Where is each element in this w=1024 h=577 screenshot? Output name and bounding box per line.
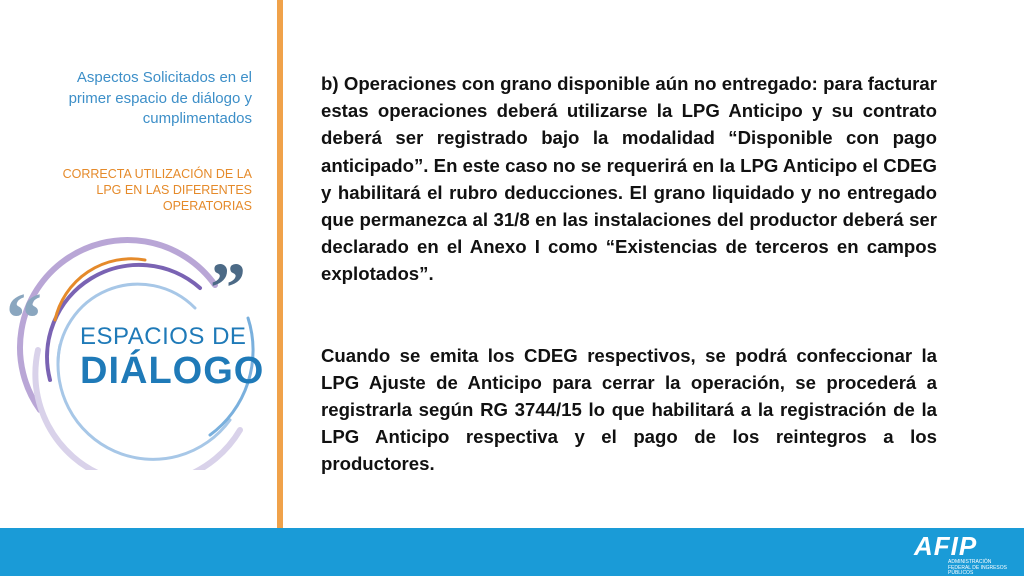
open-quote-icon: “ bbox=[6, 278, 42, 358]
sidebar-subheading: CORRECTA UTILIZACIÓN DE LA LPG EN LAS DIFERENTES OPERATORIAS bbox=[62, 167, 252, 213]
arc-orange bbox=[55, 259, 145, 320]
paragraph-operaciones: b) Operaciones con grano disponible aún no entregado: para facturar estas operaciones deberá utilizarse la LPG Anticipo y su contrato deberá ser registrado bajo la modalidad “Disponible con pago anticipado”. En este caso no se requerirá en la LPG Anticipo el CDEG y habilitará el rubro deducciones. El grano liquidado y no entregado que permanezca al 31/8 en las instalaciones del productor deberá ser declarado en el Anexo I como “Existencias de terceros en campos explotados”. bbox=[321, 73, 937, 285]
paragraph-cdeg: Cuando se emita los CDEG respectivos, se podrá confeccionar la LPG Ajuste de Anticipo para cerrar la operación, se procederá a registrarla según RG 3744/15 lo que habilitará a la registración de la LPG Anticipo respectiva y el pago de los reintegros a los productores. bbox=[321, 344, 937, 475]
vertical-divider bbox=[277, 0, 283, 528]
afip-subtitle: ADMINISTRACIÓN FEDERAL DE INGRESOS PÚBLICOS bbox=[948, 559, 1007, 576]
footer-band bbox=[0, 528, 1024, 576]
afip-logo bbox=[914, 531, 1010, 576]
afip-mark: AFIP bbox=[914, 531, 978, 561]
close-quote-icon: ” bbox=[210, 248, 246, 328]
logo-line1: ESPACIOS DE bbox=[80, 323, 247, 350]
logo-line2: DIÁLOGO bbox=[80, 350, 265, 392]
main-content bbox=[321, 70, 937, 478]
sidebar-heading: Aspectos Solicitados en el primer espacio de diálogo y cumplimentados bbox=[68, 69, 252, 127]
